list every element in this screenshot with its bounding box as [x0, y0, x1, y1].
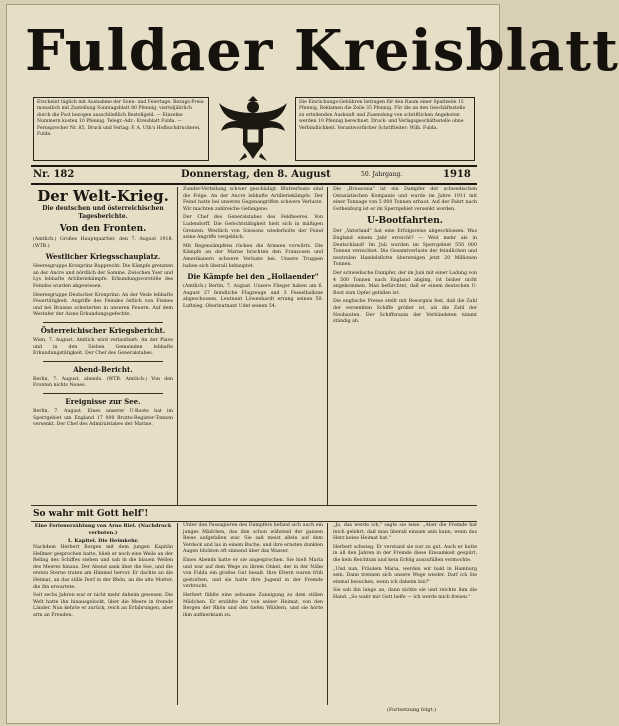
paragraph: „Ja, das werde ich," sagte sie leise. „Aber die Fremde hat mich gelehrt, daß man überall einsam sein kann, wenn das Herz keine Heimat hat." [333, 523, 477, 542]
divider [43, 322, 163, 323]
story-byline: Eine Ferienerzählung von Arno Riel. (Nachdruck verboten.) [34, 523, 172, 536]
paragraph: Die „Brussonia" ist ein Dampfer der schwedischen Ostasiatischen Kompanie und wurde im Jahre 1911 mit einer Tonnage von 5 000 Tonnen erbaut. Auf der Fahrt nach Gothenburg ist er im Sperrgebiet versenkt worden. [333, 187, 477, 212]
serial-story-title: So wahr mit Gott helf'! [33, 509, 149, 519]
paragraph: Nachdem Herbert Borgen mit dem jungen Kapitän Hellmer gesprochen hatte, blieb er noch eine Weile an der Reling des Schiffes stehen und sah in die blauen Wellen des Meeres hinaus. Der Abend sank über die See, und die ersten Sterne traten am Himmel hervor. Er dachte an die Heimat, an das stille Dorf in der Rhön, an die alte Mutter, die ihn erwartete. [33, 545, 173, 590]
feuilleton-column [333, 523, 477, 705]
paragraph: Berlin, 7. August. Eines unserer U-Boote hat im Sperrgebiet um England 17 000 Brutto-Register-Tonnen versenkt. Der Chef des Admiralstabes der Marine. [33, 408, 173, 428]
paragraph: Der schwedische Dampfer, der im Juni mit einer Ladung von 4 500 Tonnen nach England abging, ist bisher nicht angekommen. Man befürchtet, daß er einem deutschen U-Boot zum Opfer gefallen ist. [333, 270, 478, 296]
column-divider [177, 523, 178, 705]
dateline [31, 165, 477, 185]
paragraph: Zunder-Verteilung schwer geschädigt. Blutverluste sind die Folge. An der Ancre lebhafte Artilleriekämpfe. Der Feind hatte bei unseren Gegenangriffen schwere Verluste. Wir machten zahlreiche Gefangene. [183, 187, 323, 212]
paragraph: Berlin, 7. August, abends. (WTB. Amtlich.) Von den Fronten nichts Neues. [33, 376, 173, 389]
divider [43, 393, 163, 394]
paragraph: Herbert schwieg. Er verstand sie nur zu gut. Auch er hatte in all den Jahren in der Fremde diese Einsamkeit gespürt, die kein Reichtum und kein Erfolg auszufüllen vermochte. [333, 544, 477, 563]
continuation-note: (Fortsetzung folgt.) [387, 707, 437, 713]
section-heading: U-Bootfahrten. [367, 216, 443, 227]
masthead-title: Fuldaer Kreisblatt [25, 18, 619, 84]
paragraph: „Und nun, Fräulein Maria, werden wir bald in Hamburg sein. Dann trennen sich unsere Wege wieder. Darf ich Sie einmal besuchen, wenn ich daheim bin?" [333, 566, 477, 585]
subscription-info-box: Erscheint täglich mit Ausnahme der Sonn- und Feiertage. Bezugs-Preis: monatlich mit Zustellung Sonntagsblatt 80 Pfennig, vierteljährlich durch die Post bezogen ausschließlich Bestellgeld. — Einzelne Nummern kosten 10 Pfennig. Telegr.-Adr.: Kreisblatt Fulda. — Fernsprecher Nr. 85. Druck und Verlag: F. A. Uth's Hofbuchdruckerei, Fulda. [33, 97, 209, 161]
section-divider [31, 521, 477, 522]
headline: Der Welt-Krieg. [37, 187, 169, 205]
column-divider [177, 187, 178, 505]
paragraph: Eines Abends hatte er sie angesprochen. Sie hieß Maria und war auf dem Wege zu ihrem Onkel, der in der Nähe von Fulda ein großes Gut besaß. Ihre Eltern waren früh gestorben, und sie hatte ihre Jugend in der Fremde verbracht. [183, 557, 323, 590]
volume: 50. Jahrgang. [361, 171, 403, 178]
section-heading: Die Kämpfe bei den „Hollaender" [187, 272, 319, 282]
paragraph: (Amtlich.) Großes Hauptquartier, den 7. August 1918. (WTB.) [33, 237, 173, 249]
section-heading: Österreichischer Kriegsbericht. [40, 325, 166, 335]
paragraph: Unter den Passagieren des Dampfers befand sich auch ein junges Mädchen, das ihm schon während der ganzen Reise aufgefallen war. Sie saß meist allein auf dem Verdeck und las in einem Buche, und ihre ernsten dunklen Augen blickten oft sinnend über das Wasser. [183, 523, 323, 555]
paragraph: Der „Vaterland" hat eine Erfolgsreise abgeschlossen. Was England einem Jahr erreicht? — Weit mehr als in Deutschland! Im Juli wurden im Sperrgebiet 550 000 Tonnen vernichtet. Die Gesamtverluste der feindlichen und neutralen Handelsflotte übersteigen jetzt 20 Millionen Tonnen. [333, 229, 477, 268]
newspaper-page [6, 4, 619, 724]
paragraph: Heeresgruppe Deutscher Kronprinz: An der Vesle lebhafte Feuertätigkeit. Angriffe des Feindes östlich von Fismes und bei Braisne scheiterten in unseren Feuern. Auf dem Westufer der Aisne Erkundungsgefechte. [33, 292, 173, 318]
section-heading: Ereignisse zur See. [65, 396, 141, 406]
section-heading: Abend-Bericht. [73, 364, 133, 374]
paragraph: Wien, 7. August. Amtlich wird verlautbart: An der Piave und in den Sieben Gemeinden lebhafte Erkundungstätigkeit. Der Chef des Generalstabes. [33, 337, 173, 357]
paragraph: (Amtlich.) Berlin, 7. August. Unsere Flieger haben am 6. August 27 feindliche Flugzeuge und 3 Fesselballone abgeschossen. Leutnant Löwenhardt errang seinen 50. Luftsieg. Oberleutnant Udet seinen 54. [183, 284, 323, 309]
paragraph: Der Chef des Generalstabes des Feldheeres. Von Ludendorff. Die Gefechtstätigkeit hielt sich in mäßigen Grenzen. Westlich von Soissons wiederholte der Feind seine Angriffe vergeblich. [183, 215, 323, 241]
paragraph: Heeresgruppe Kronprinz Rupprecht: Die Kämpfe grenzten an der Ancre und nördlich der Somme. Zwischen Yser und Lys lebhafte Artilleriekämpfe. Erkundungsvorstöße des Feindes wurden abgewiesen. [33, 264, 173, 289]
column-divider [327, 523, 328, 705]
middle-column [183, 187, 323, 505]
advertising-info-box: Die Einrückungs-Gebühren betragen für den Raum einer Spaltzeile 15 Pfennig, Reklamen die Zeile 35 Pfennig. Für die an den Geschäftsstelle zu erteilenden Auskunft und Zusendung von schriftlichen Angeboten werden 10 Pfennig berechnet. Druck- und Verlagsgeschäftsstelle ohne Verbindlichkeit. Verantwortlicher Schriftleiter: Wilh. Fulda. [295, 97, 475, 161]
subheadline: Die deutschen und österreichischen Tagesberichte. [42, 205, 164, 220]
section-heading: Von den Fronten. [59, 224, 147, 234]
column-divider [327, 187, 328, 505]
paragraph: Die englische Presse stellt mit Besorgnis fest, daß die Zahl der versenkten Schiffe größer ist, als die Zahl der Neubauten. Der Schiffsraum der Verbündeten nimmt ständig ab. [333, 299, 477, 325]
issue-year: 1918 [443, 169, 471, 180]
feuilleton-column [33, 523, 173, 705]
war-report-column [33, 187, 173, 505]
feuilleton-column [183, 523, 323, 705]
issue-date: Donnerstag, den 8. August [181, 169, 331, 180]
paragraph: Herbert fühlte eine seltsame Zuneigung zu dem stillen Mädchen. Er erzählte ihr von seiner Heimat, von den Bergen der Rhön und den tiefen Wäldern, und sie hörte ihm aufmerksam zu. [183, 592, 323, 618]
chapter-heading: 1. Kapitel. Die Heimkehr. [67, 538, 139, 544]
section-heading: Westlicher Kriegsschauplatz. [45, 252, 161, 262]
section-divider [31, 505, 477, 506]
eagle-crest-icon [215, 93, 291, 163]
paragraph: Sie sah ihn lange an, dann nickte sie und reichte ihm die Hand. „So wahr mir Gott helfe — ich werde mich freuen." [333, 588, 477, 600]
paragraph: Seit sechs Jahren war er nicht mehr daheim gewesen. Die Welt hatte ihn hinausgelockt, über die Meere in fremde Länder. Nun kehrte er zurück, reich an Erfahrungen, aber arm an Freuden. [33, 593, 173, 618]
right-column [333, 187, 477, 505]
issue-number: Nr. 182 [33, 169, 75, 180]
divider [43, 361, 163, 362]
paragraph: Mit Regensämpfens rücken die Armeen vorwärts. Die Kämpfe an der Marne brachten den Franzosen und Amerikanern schwere Verluste bei. Unsere Truppen haben sich überall behauptet. [183, 243, 323, 269]
